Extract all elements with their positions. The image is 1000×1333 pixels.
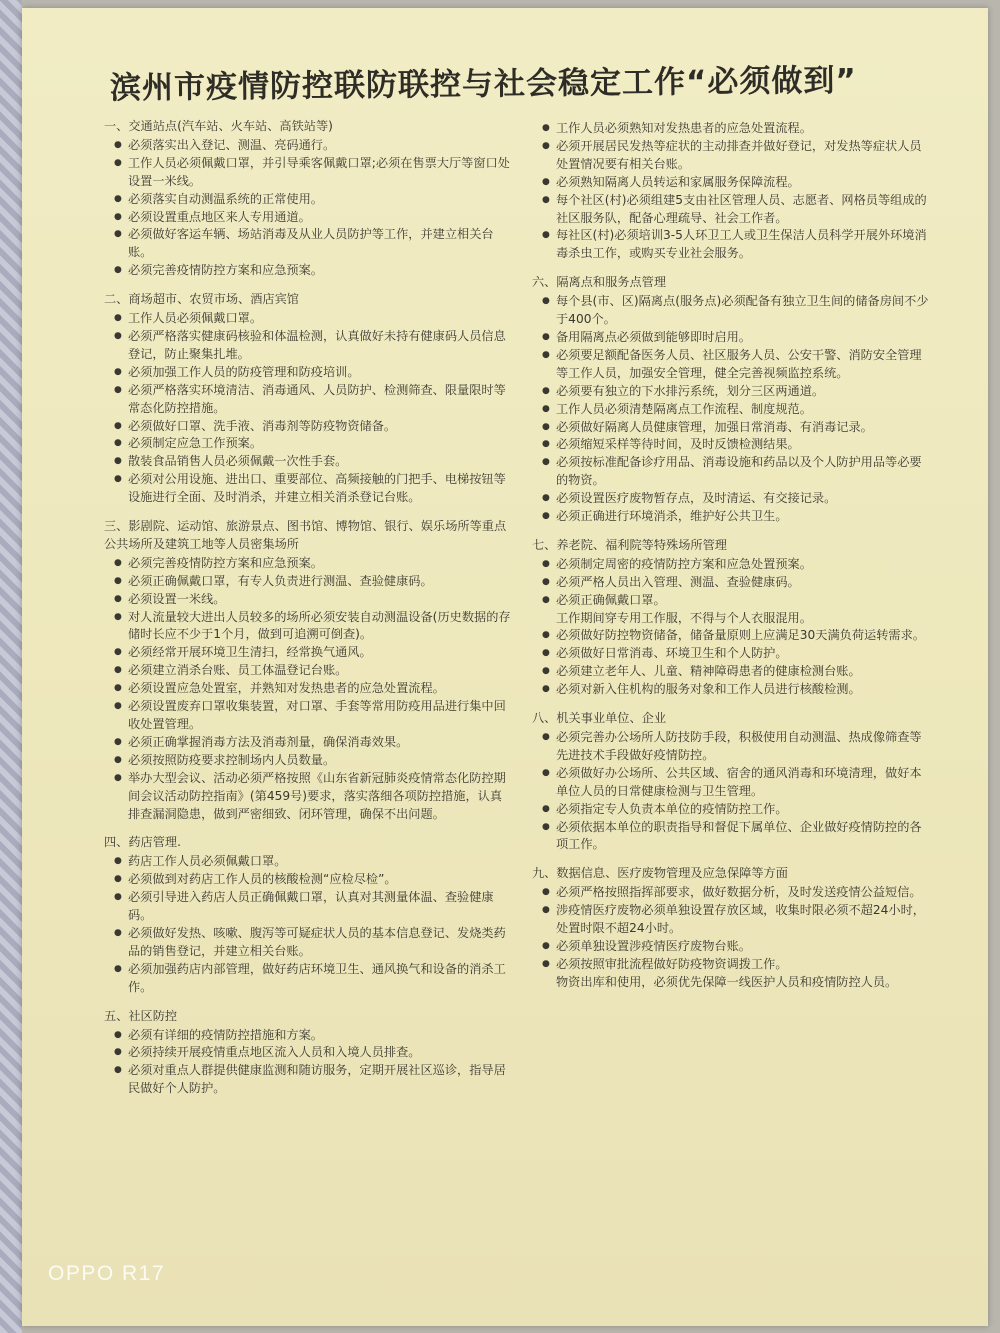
right-column <box>532 120 932 1003</box>
section-heading: 四、药店管理. <box>104 835 181 850</box>
section <box>104 291 514 507</box>
list-item: ● 必须建立消杀台账、员工体温登记台账。 <box>104 662 514 680</box>
list-item: ● 必须加强药店内部管理，做好药店环境卫生、通风换气和设备的消杀工作。 <box>104 961 514 997</box>
list-item: ● 必须设置废弃口罩收集装置，对口罩、手套等常用防疫用品进行集中回收处置管理。 <box>104 698 514 734</box>
list-item: ● 必须正确佩戴口罩。 <box>532 592 932 610</box>
list-item: ● 涉疫情医疗废物必须单独设置存放区域，收集时限必须不超24小时，处置时限不超24小时。 <box>532 902 932 938</box>
section <box>104 118 514 280</box>
list-item: ● 必须落实出入登记、测温、亮码通行。 <box>104 137 514 155</box>
list-item: ● 必须经常开展环境卫生清扫，经常换气通风。 <box>104 644 514 662</box>
list-item: ● 药店工作人员必须佩戴口罩。 <box>104 853 514 871</box>
list-item: ● 工作人员必须清楚隔离点工作流程、制度规范。 <box>532 401 932 419</box>
list-item: ● 工作人员必须熟知对发热患者的应急处置流程。 <box>532 120 932 138</box>
list-item: ● 必须缩短采样等待时间，及时反馈检测结果。 <box>532 436 932 454</box>
list-item: ● 必须严格落实环境清洁、消毒通风、人员防护、检测筛查、限量限时等常态化防控措施。 <box>104 382 514 418</box>
list-item: ● 必须对公用设施、进出口、重要部位、高频接触的门把手、电梯按钮等设施进行全面、及时消杀，并建立相关消杀登记台账。 <box>104 471 514 507</box>
list-item: ● 必须对新入住机构的服务对象和工作人员进行核酸检测。 <box>532 681 932 699</box>
section <box>104 518 514 823</box>
list-item: ● 必须做好隔离人员健康管理，加强日常消毒、有消毒记录。 <box>532 419 932 437</box>
list-item: ● 必须对重点人群提供健康监测和随访服务，定期开展社区巡诊，指导居民做好个人防护。 <box>104 1062 514 1098</box>
list-item: ● 必须按标准配备诊疗用品、消毒设施和药品以及个人防护用品等必要的物资。 <box>532 454 932 490</box>
list-item: ● 必须严格按照指挥部要求，做好数据分析，及时发送疫情公益短信。 <box>532 884 932 902</box>
document-title: 滨州市疫情防控联防联控与社会稳定工作“必须做到” <box>109 62 857 107</box>
section <box>532 710 932 854</box>
list-item: ● 必须设置医疗废物暂存点，及时清运、有交接记录。 <box>532 490 932 508</box>
section <box>104 834 514 996</box>
list-item: ● 必须正确进行环境消杀，维护好公共卫生。 <box>532 508 932 526</box>
list-item: ● 必须开展居民发热等症状的主动排查并做好登记，对发热等症状人员处置情况要有相关台账。 <box>532 138 932 174</box>
list-item: ● 必须按照审批流程做好防疫物资调拨工作。 <box>532 956 932 974</box>
camera-watermark: OPPO R17 <box>48 1262 166 1285</box>
list-item: ● 工作人员必须佩戴口罩。 <box>104 310 514 328</box>
list-item: ● 必须落实自动测温系统的正常使用。 <box>104 191 514 209</box>
list-item: ● 必须正确掌握消毒方法及消毒剂量，确保消毒效果。 <box>104 734 514 752</box>
section <box>532 274 932 526</box>
list-item: ● 必须完善疫情防控方案和应急预案。 <box>104 262 514 280</box>
list-item: ● 必须设置一米线。 <box>104 591 514 609</box>
list-item: ● 必须加强工作人员的防疫管理和防疫培训。 <box>104 364 514 382</box>
section-heading: 八、机关事业单位、企业 <box>532 711 667 726</box>
list-item: ● 必须引导进入药店人员正确佩戴口罩，认真对其测量体温、查验健康码。 <box>104 889 514 925</box>
list-item: ● 必须有详细的疫情防控措施和方案。 <box>104 1027 514 1045</box>
list-item: ● 必须要有独立的下水排污系统，划分三区两通道。 <box>532 383 932 401</box>
section-heading: 七、养老院、福利院等特殊场所管理 <box>532 537 727 552</box>
list-item: ● 必须建立老年人、儿童、精神障碍患者的健康检测台账。 <box>532 663 932 681</box>
list-note: 工作期间穿专用工作服，不得与个人衣服混用。 <box>556 610 812 625</box>
list-item: ● 必须严格落实健康码核验和体温检测，认真做好未持有健康码人员信息登记，防止聚集扎堆。 <box>104 328 514 364</box>
list-item: ● 必须制定周密的疫情防控方案和应急处置预案。 <box>532 556 932 574</box>
list-item: ● 必须单独设置涉疫情医疗废物台账。 <box>532 938 932 956</box>
list-item: ● 举办大型会议、活动必须严格按照《山东省新冠肺炎疫情常态化防控期间会议活动防控指南》(第459号)要求，落实落细各项防控措施，认真排查漏洞隐患，做到严密细致、闭环管理，确保不出问题。 <box>104 770 514 824</box>
section-heading: 三、影剧院、运动馆、旅游景点、图书馆、博物馆、银行、娱乐场所等重点公共场所及建筑工地等人员密集场所 <box>104 519 507 551</box>
list-item: ● 必须设置应急处置室，并熟知对发热患者的应急处置流程。 <box>104 680 514 698</box>
section-heading: 五、社区防控 <box>104 1008 178 1023</box>
list-item: ● 对人流量较大进出人员较多的场所必须安装自动测温设备(历史数据的存储时长应不少于1个月，做到可追溯可倒查)。 <box>104 609 514 645</box>
list-item: ● 必须做到对药店工作人员的核酸检测“应检尽检”。 <box>104 871 514 889</box>
section-heading: 九、数据信息、医疗废物管理及应急保障等方面 <box>532 866 788 881</box>
section-heading: 一、交通站点(汽车站、火车站、高铁站等) <box>104 119 333 133</box>
list-item: ● 散装食品销售人员必须佩戴一次性手套。 <box>104 453 514 471</box>
section <box>532 865 932 991</box>
section <box>104 1008 514 1099</box>
list-item: ● 必须依据本单位的职责指导和督促下属单位、企业做好疫情防控的各项工作。 <box>532 819 932 855</box>
list-item: ● 备用隔离点必须做到能够即时启用。 <box>532 329 932 347</box>
list-item: ● 必须按照防疫要求控制场内人员数量。 <box>104 752 514 770</box>
left-column <box>104 118 514 1109</box>
list-item: ● 必须做好发热、咳嗽、腹泻等可疑症状人员的基本信息登记、发烧类药品的销售登记，并建立相关台账。 <box>104 925 514 961</box>
list-item: ● 必须持续开展疫情重点地区流入人员和入境人员排查。 <box>104 1044 514 1062</box>
list-item: ● 每个县(市、区)隔离点(服务点)必须配备有独立卫生间的储备房间不少于400个。 <box>532 293 932 329</box>
list-item: ● 必须熟知隔离人员转运和家属服务保障流程。 <box>532 174 932 192</box>
section <box>532 120 932 263</box>
list-item: ● 每社区(村)必须培训3-5人环卫工人或卫生保洁人员科学开展外环境消毒杀虫工作，或购买专业社会服务。 <box>532 227 932 263</box>
list-item: ● 必须要足额配备医务人员、社区服务人员、公安干警、消防安全管理等工作人员，加强安全管理，健全完善视频监控系统。 <box>532 347 932 383</box>
list-item: ● 必须做好口罩、洗手液、消毒剂等防疫物资储备。 <box>104 418 514 436</box>
background-fabric <box>0 0 22 1333</box>
list-item: ● 必须制定应急工作预案。 <box>104 435 514 453</box>
list-item: ● 必须做好办公场所、公共区域、宿舍的通风消毒和环境清理，做好本单位人员的日常健康检测与卫生管理。 <box>532 765 932 801</box>
list-item: ● 必须设置重点地区来人专用通道。 <box>104 209 514 227</box>
list-item: ● 必须正确佩戴口罩，有专人负责进行测温、查验健康码。 <box>104 573 514 591</box>
list-item: ● 工作人员必须佩戴口罩，并引导乘客佩戴口罩;必须在售票大厅等窗口处设置一米线。 <box>104 155 514 191</box>
list-item: ● 必须完善办公场所人防技防手段，积极使用自动测温、热成像筛查等先进技术手段做好疫情防控。 <box>532 729 932 765</box>
list-item: ● 必须做好客运车辆、场站消毒及从业人员防护等工作，并建立相关台账。 <box>104 226 514 262</box>
list-note: 物资出库和使用，必须优先保障一线医护人员和疫情防控人员。 <box>556 974 898 989</box>
list-item: ● 必须做好日常消毒、环境卫生和个人防护。 <box>532 645 932 663</box>
section <box>532 537 932 699</box>
list-item: ● 必须严格人员出入管理、测温、查验健康码。 <box>532 574 932 592</box>
list-item: ● 必须指定专人负责本单位的疫情防控工作。 <box>532 801 932 819</box>
list-item: ● 每个社区(村)必须组建5支由社区管理人员、志愿者、网格员等组成的社区服务队，配备心理疏导、社会工作者。 <box>532 192 932 228</box>
list-item: ● 必须做好防控物资储备，储备量原则上应满足30天满负荷运转需求。 <box>532 627 932 645</box>
section-heading: 六、隔离点和服务点管理 <box>532 275 667 290</box>
section-heading: 二、商场超市、农贸市场、酒店宾馆 <box>104 292 299 307</box>
list-item: ● 必须完善疫情防控方案和应急预案。 <box>104 555 514 573</box>
